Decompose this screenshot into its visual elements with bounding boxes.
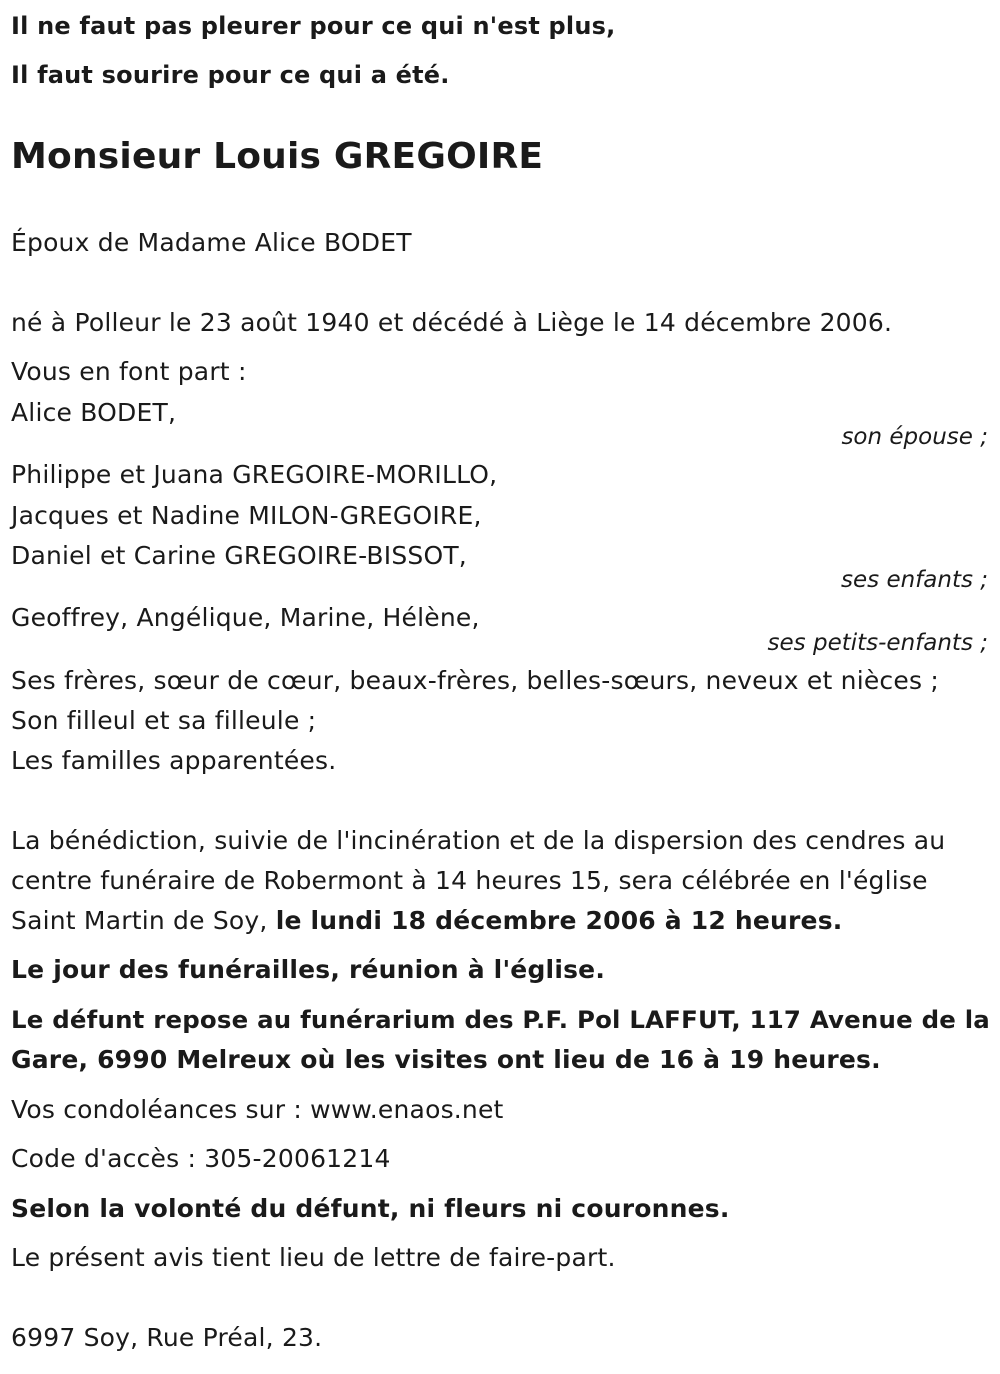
relatives-line: Son filleul et sa filleule ; xyxy=(11,706,317,735)
child-line: Daniel et Carine GREGOIRE-BISSOT, xyxy=(11,541,467,570)
ceremony-place: Saint Martin de Soy, xyxy=(11,906,276,935)
ceremony-date: le lundi 18 décembre 2006 à 12 heures. xyxy=(275,906,843,935)
gathering-line: Le jour des funérailles, réunion à l'église. xyxy=(11,955,606,984)
birth-death-line: né à Polleur le 23 août 1940 et décédé à Liège le 14 décembre 2006. xyxy=(11,308,893,337)
address-line: 6997 Soy, Rue Préal, 23. xyxy=(11,1323,323,1352)
spouse-name: Alice BODET, xyxy=(11,398,177,427)
children-role: ses enfants ; xyxy=(841,567,988,593)
repose-line-1: Le défunt repose au funérarium des P.F. Pol LAFFUT, 117 Avenue de la xyxy=(11,1005,990,1034)
spouse-of-line: Époux de Madame Alice BODET xyxy=(11,228,412,257)
ceremony-line-1: La bénédiction, suivie de l'incinération et de la dispersion des cendres au xyxy=(11,826,946,855)
child-line: Jacques et Nadine MILON-GREGOIRE, xyxy=(11,501,482,530)
relatives-line: Ses frères, sœur de cœur, beaux-frères, belles-sœurs, neveux et nièces ; xyxy=(11,666,939,695)
notice-line: Le présent avis tient lieu de lettre de faire-part. xyxy=(11,1243,616,1272)
ceremony-line-3 xyxy=(11,906,842,936)
repose-line-2: Gare, 6990 Melreux où les visites ont lieu de 16 à 19 heures. xyxy=(11,1045,881,1074)
condolences-website: Vos condoléances sur : www.enaos.net xyxy=(11,1095,504,1124)
ceremony-line-2: centre funéraire de Robermont à 14 heures 15, sera célébrée en l'église xyxy=(11,866,928,895)
quote-line-2: Il faut sourire pour ce qui a été. xyxy=(11,61,450,89)
grandchildren-line: Geoffrey, Angélique, Marine, Hélène, xyxy=(11,603,480,632)
spouse-role: son épouse ; xyxy=(841,424,988,450)
relatives-line: Les familles apparentées. xyxy=(11,746,337,775)
announcers-intro: Vous en font part : xyxy=(11,357,247,386)
quote-line-1: Il ne faut pas pleurer pour ce qui n'est plus, xyxy=(11,12,616,40)
access-code: Code d'accès : 305-20061214 xyxy=(11,1144,391,1173)
wishes-line: Selon la volonté du défunt, ni fleurs ni couronnes. xyxy=(11,1194,730,1223)
child-line: Philippe et Juana GREGOIRE-MORILLO, xyxy=(11,460,498,489)
deceased-name: Monsieur Louis GREGOIRE xyxy=(11,136,544,177)
grandchildren-role: ses petits-enfants ; xyxy=(767,630,988,656)
